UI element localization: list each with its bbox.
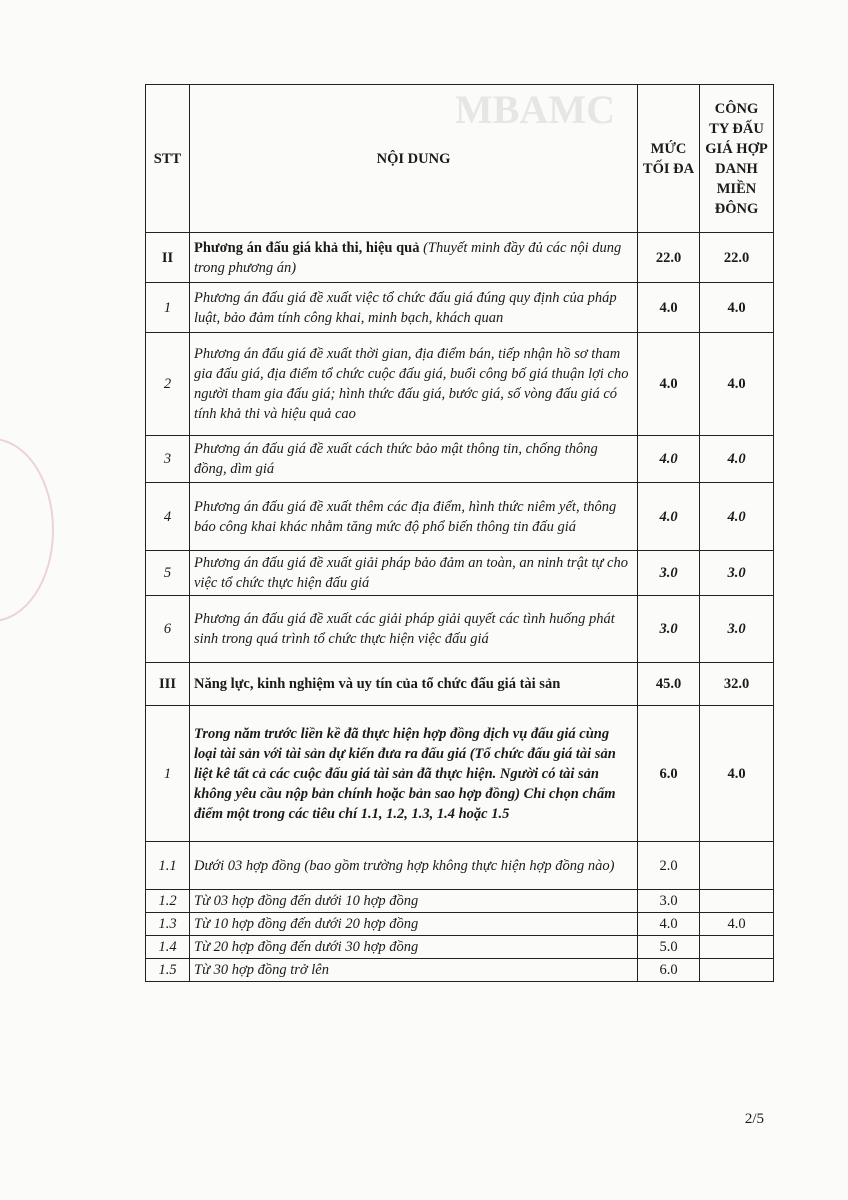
red-seal-partial [0, 438, 54, 622]
row-stt: 1.1 [146, 842, 190, 890]
header-stt: STT [146, 85, 190, 233]
row-stt: 1.4 [146, 936, 190, 959]
row-score: 4.0 [700, 706, 774, 842]
row-max: 22.0 [638, 233, 700, 283]
table-row [146, 551, 774, 596]
section-heading: Phương án đấu giá khả thi, hiệu quả [194, 239, 420, 256]
row-max: 2.0 [638, 842, 700, 890]
row-content [190, 663, 638, 706]
row-max: 3.0 [638, 596, 700, 663]
row-score [700, 959, 774, 982]
row-score: 4.0 [700, 483, 774, 551]
table-row [146, 283, 774, 333]
table-row [146, 706, 774, 842]
row-max: 45.0 [638, 663, 700, 706]
table-row [146, 842, 774, 890]
row-max: 5.0 [638, 936, 700, 959]
scoring-table [145, 84, 774, 982]
header-content: NỘI DUNG [190, 85, 638, 233]
row-score: 4.0 [700, 913, 774, 936]
row-score: 4.0 [700, 333, 774, 436]
row-stt: 1.5 [146, 959, 190, 982]
row-score [700, 890, 774, 913]
row-stt: 5 [146, 551, 190, 596]
table-row [146, 959, 774, 982]
page-number: 2/5 [744, 1111, 764, 1127]
row-content: Phương án đấu giá đề xuất giải pháp bảo đảm an toàn, an ninh trật tự cho việc tổ chức thực hiện đấu giá [190, 551, 638, 596]
row-max: 6.0 [638, 706, 700, 842]
row-stt: 4 [146, 483, 190, 551]
row-stt: 2 [146, 333, 190, 436]
row-stt: 6 [146, 596, 190, 663]
table-row [146, 436, 774, 483]
row-content: Dưới 03 hợp đồng (bao gồm trường hợp không thực hiện hợp đồng nào) [190, 842, 638, 890]
table-row [146, 233, 774, 283]
row-content: Từ 10 hợp đồng đến dưới 20 hợp đồng [190, 913, 638, 936]
row-content: Từ 20 hợp đồng đến dưới 30 hợp đồng [190, 936, 638, 959]
row-stt: 1 [146, 706, 190, 842]
row-score: 32.0 [700, 663, 774, 706]
row-max: 4.0 [638, 283, 700, 333]
table-row [146, 936, 774, 959]
row-max: 3.0 [638, 890, 700, 913]
section-heading: Năng lực, kinh nghiệm và uy tín của tổ chức đấu giá tài sản [194, 676, 561, 692]
row-score: 3.0 [700, 551, 774, 596]
row-score [700, 842, 774, 890]
row-score: 22.0 [700, 233, 774, 283]
row-stt: 3 [146, 436, 190, 483]
row-content [190, 233, 638, 283]
row-content: Phương án đấu giá đề xuất thêm các địa điểm, hình thức niêm yết, thông báo công khai khác nhằm tăng mức độ phổ biến thông tin đấu giá [190, 483, 638, 551]
bleed-through-logo: MBAMC [455, 87, 615, 132]
row-stt: 1 [146, 283, 190, 333]
table-header-row [146, 85, 774, 233]
table-row [146, 890, 774, 913]
row-max: 6.0 [638, 959, 700, 982]
row-max: 4.0 [638, 913, 700, 936]
table-row [146, 333, 774, 436]
row-score: 4.0 [700, 436, 774, 483]
row-stt: 1.2 [146, 890, 190, 913]
section-note: (Thuyết minh đầy đủ các nội dung trong phương án) [194, 239, 622, 276]
row-content: Từ 30 hợp đồng trở lên [190, 959, 638, 982]
header-max-score: MỨC TỐI ĐA [638, 85, 700, 233]
row-max: 4.0 [638, 483, 700, 551]
row-score [700, 936, 774, 959]
header-company: CÔNG TY ĐẤU GIÁ HỢP DANH MIỀN ĐÔNG [700, 85, 774, 233]
row-max: 3.0 [638, 551, 700, 596]
row-content: Phương án đấu giá đề xuất thời gian, địa điểm bán, tiếp nhận hồ sơ tham gia đấu giá, địa điểm tổ chức cuộc đấu giá, buổi công bố giá thuận lợi cho người tham gia đấu giá; hình thức đấu giá, bước giá, số vòng đấu giá có tính khả thi và hiệu quả cao [190, 333, 638, 436]
row-max: 4.0 [638, 333, 700, 436]
row-content: Phương án đấu giá đề xuất các giải pháp giải quyết các tình huống phát sinh trong quá trình tổ chức thực hiện việc đấu giá [190, 596, 638, 663]
row-content: Từ 03 hợp đồng đến dưới 10 hợp đồng [190, 890, 638, 913]
row-stt: II [146, 233, 190, 283]
table-row [146, 913, 774, 936]
row-content: Phương án đấu giá đề xuất cách thức bảo mật thông tin, chống thông đồng, dìm giá [190, 436, 638, 483]
row-stt: 1.3 [146, 913, 190, 936]
table-row [146, 596, 774, 663]
row-score: 4.0 [700, 283, 774, 333]
row-max: 4.0 [638, 436, 700, 483]
table-row [146, 483, 774, 551]
row-score: 3.0 [700, 596, 774, 663]
table-row [146, 663, 774, 706]
row-content: Phương án đấu giá đề xuất việc tổ chức đấu giá đúng quy định của pháp luật, bảo đảm tính công khai, minh bạch, khách quan [190, 283, 638, 333]
row-content: Trong năm trước liền kề đã thực hiện hợp đồng dịch vụ đấu giá cùng loại tài sản với tài sản dự kiến đưa ra đấu giá (Tổ chức đấu giá tài sản liệt kê tất cả các cuộc đấu giá tài sản đã thực hiện. Người có tài sản không yêu cầu nộp bản chính hoặc bản sao hợp đồng) Chỉ chọn chấm điểm một trong các tiêu chí 1.1, 1.2, 1.3, 1.4 hoặc 1.5 [190, 706, 638, 842]
row-stt: III [146, 663, 190, 706]
